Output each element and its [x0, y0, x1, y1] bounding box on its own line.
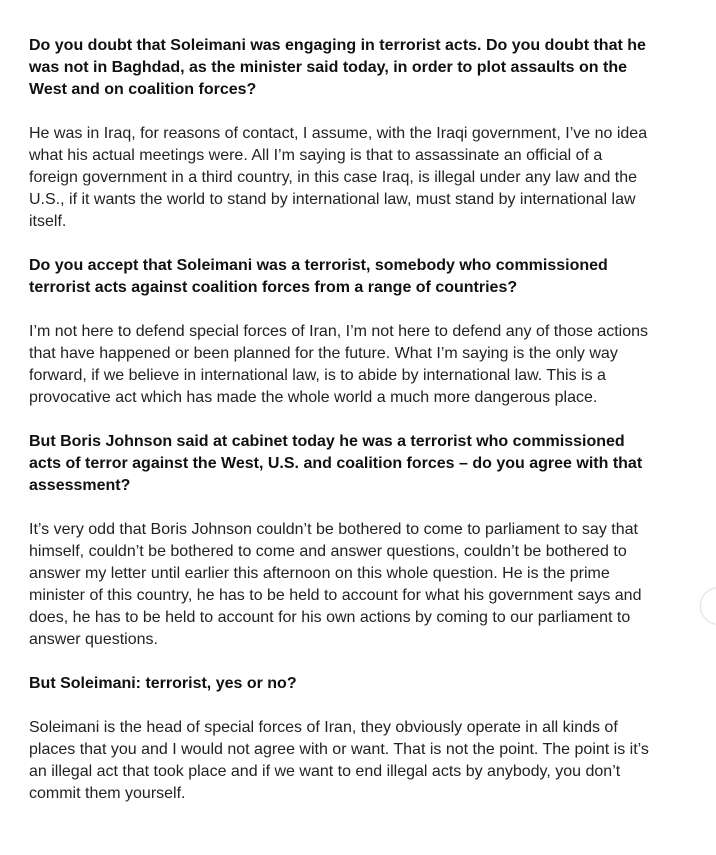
interview-answer-2: I’m not here to defend special forces of Iran, I’m not here to defend any of those actions that have happened or been planned for the future. What I’m saying is the only way forward, if we believe in international law, is to abide by international law. This is a provocative act which has made the whole world a much more dangerous place. [29, 323, 649, 406]
interview-question-1: Do you doubt that Soleimani was engaging in terrorist acts. Do you doubt that he was not in Baghdad, as the minister said today, in order to plot assaults on the West and on coalition forces? [29, 37, 646, 98]
interview-answer-4: Soleimani is the head of special forces of Iran, they obviously operate in all kinds of places that you and I would not agree with or want. That is not the point. The point is it’s an illegal act that took place and if we want to end illegal acts by anybody, you don’t commit them yourself. [29, 719, 649, 802]
interview-question-2: Do you accept that Soleimani was a terrorist, somebody who commissioned terrorist acts against coalition forces from a range of countries? [29, 257, 608, 296]
article-body [29, 35, 649, 827]
interview-answer-3: It’s very odd that Boris Johnson couldn’t be bothered to come to parliament to say that himself, couldn’t be bothered to come and answer questions, couldn’t be bothered to answer my letter until earlier this afternoon on this whole question. He is the prime minister of this country, he has to be held to account for what his government says and does, he has to be held to account for his own actions by coming to our parliament to answer questions. [29, 521, 642, 648]
interview-question-3: But Boris Johnson said at cabinet today he was a terrorist who commissioned acts of terror against the West, U.S. and coalition forces – do you agree with that assessment? [29, 433, 643, 494]
side-scroll-button[interactable] [700, 587, 716, 625]
interview-question-4: But Soleimani: terrorist, yes or no? [29, 675, 297, 692]
interview-answer-1: He was in Iraq, for reasons of contact, I assume, with the Iraqi government, I’ve no idea what his actual meetings were. All I’m saying is that to assassinate an official of a foreign government in a third country, in this case Iraq, is illegal under any law and the U.S., if it wants the world to stand by international law, must stand by international law itself. [29, 125, 648, 230]
